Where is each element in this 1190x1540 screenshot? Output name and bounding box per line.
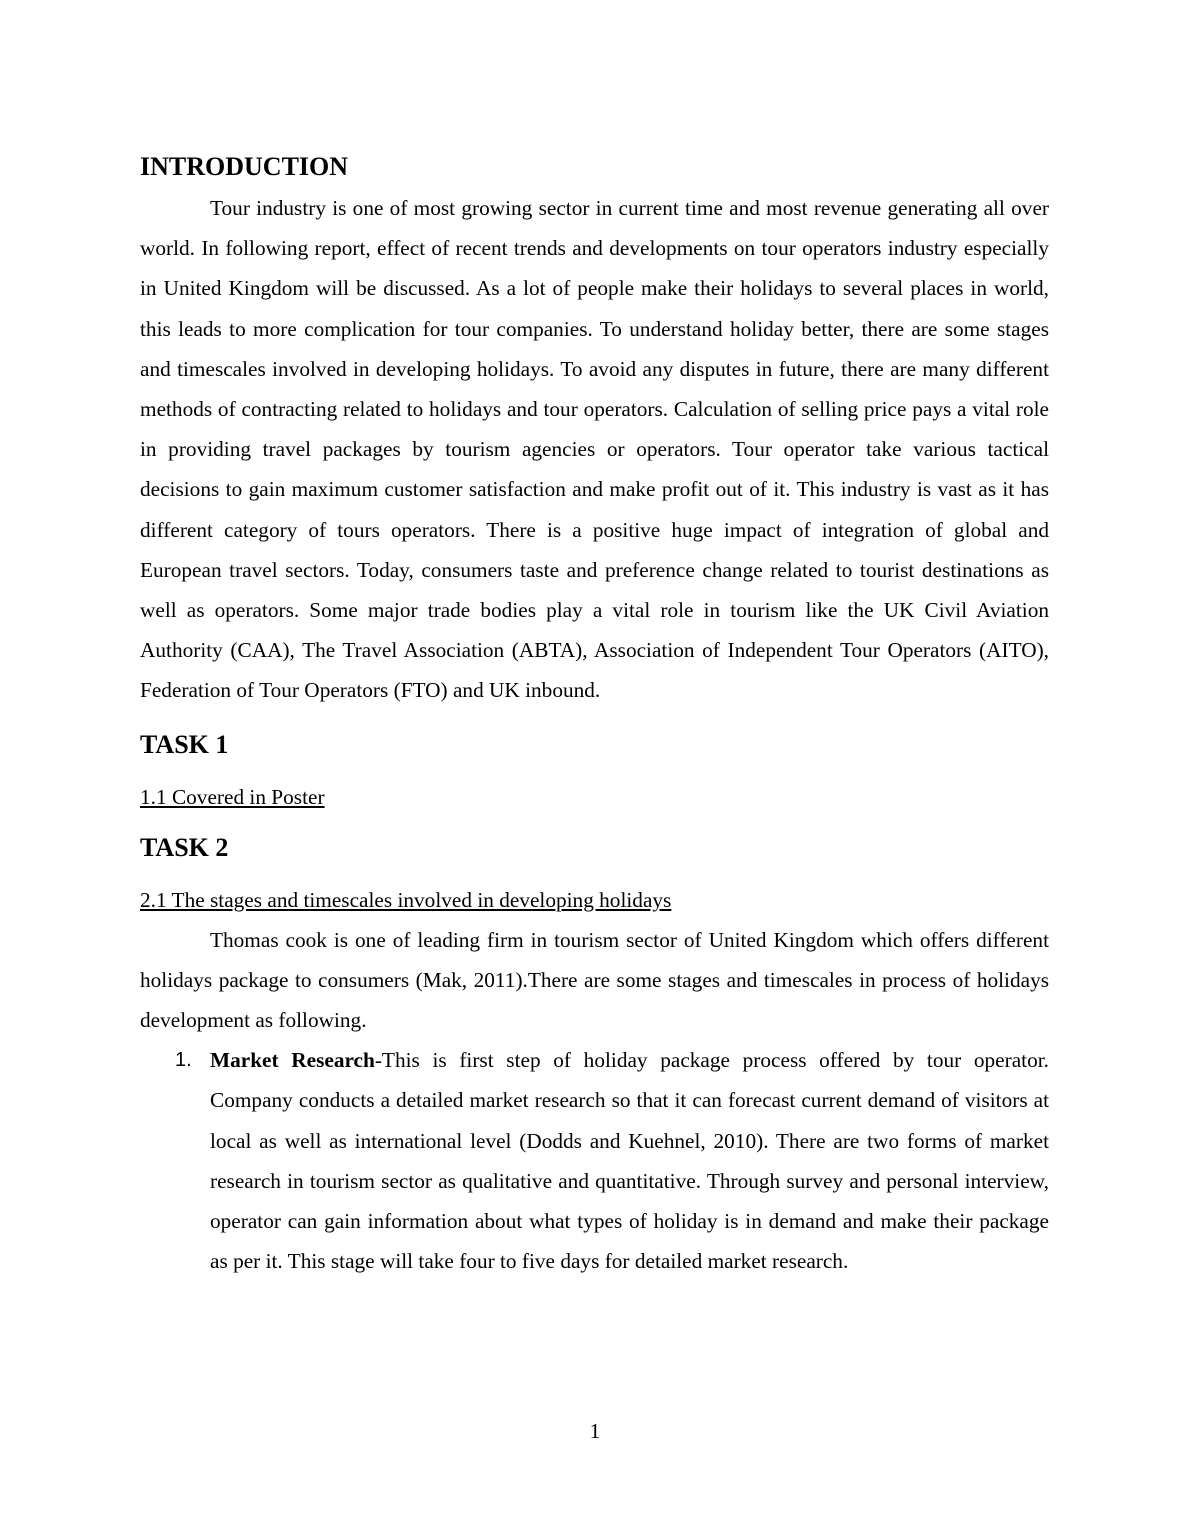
- task2-heading: TASK 2: [140, 832, 229, 862]
- list-item-text: -This is first step of holiday package process offered by tour operator. Company conducts a detailed market research so that it can forecast current demand of visitors at local as well as international level (Dodds and Kuehnel, 2010). There are two forms of market research in tourism sector as qualitative and quantitative. Through survey and personal interview, operator can gain information about what types of holiday is in demand and make their package as per it. This stage will take four to five days for detailed market research.: [210, 1048, 1049, 1274]
- task2-subheading: 2.1 The stages and timescales involved in developing holidays: [140, 887, 672, 912]
- task1-heading: TASK 1: [140, 729, 229, 759]
- introduction-heading: INTRODUCTION: [140, 152, 349, 181]
- task2-paragraph: Thomas cook is one of leading firm in tourism sector of United Kingdom which offers different holidays package to consumers (Mak, 2011).There are some stages and timescales in process of holidays development as following.: [140, 927, 1049, 1033]
- stages-list: [140, 1040, 1049, 1281]
- task1-subheading: 1.1 Covered in Poster: [140, 784, 325, 809]
- introduction-paragraph: Tour industry is one of most growing sector in current time and most revenue generating all over world. In following report, effect of recent trends and developments on tour operators industry especially in United Kingdom will be discussed. As a lot of people make their holidays to several places in world, this leads to more complication for tour companies. To understand holiday better, there are some stages and timescales involved in developing holidays. To avoid any disputes in future, there are many different methods of contracting related to holidays and tour operators. Calculation of selling price pays a vital role in providing travel packages by tourism agencies or operators. Tour operator take various tactical decisions to gain maximum customer satisfaction and make profit out of it. This industry is vast as it has different category of tours operators. There is a positive huge impact of integration of global and European travel sectors. Today, consumers taste and preference change related to tourist destinations as well as operators. Some major trade bodies play a vital role in tourism like the UK Civil Aviation Authority (CAA), The Travel Association (ABTA), Association of Independent Tour Operators (AITO), Federation of Tour Operators (FTO) and UK inbound.: [140, 196, 1049, 703]
- list-item: [140, 1040, 1049, 1281]
- list-item-term: Market Research: [210, 1048, 375, 1073]
- document-body: [140, 150, 1049, 1281]
- page-number: 1: [589, 1419, 601, 1443]
- list-item-number: 1.: [175, 1049, 192, 1072]
